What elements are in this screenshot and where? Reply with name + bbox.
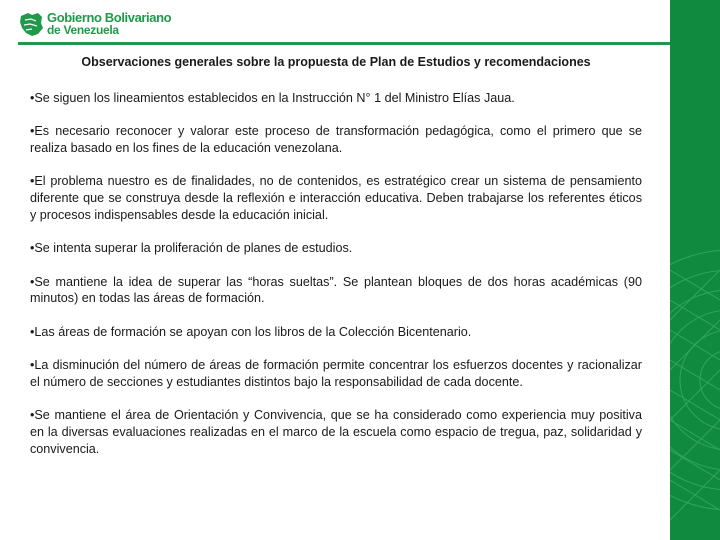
decorative-side-panel — [670, 0, 720, 540]
observation-paragraph: •La disminución del número de áreas de formación permite concentrar los esfuerzos docentes y racionalizar el número de secciones y estudiantes distintos bajo la responsabilidad de cada docente. — [30, 357, 642, 389]
observation-paragraph: •Se siguen los lineamientos establecidos en la Instrucción N° 1 del Ministro Elías Jaua. — [30, 91, 515, 105]
observation-paragraph: •Es necesario reconocer y valorar este proceso de transformación pedagógica, como el primero que se realiza basado en los fines de la educación venezolana. — [30, 124, 642, 156]
logo-title: Gobierno Bolivariano — [47, 10, 172, 25]
side-pattern-graphic — [670, 0, 720, 540]
observation-paragraph: •Se intenta superar la proliferación de planes de estudios. — [30, 241, 353, 256]
logo-subtitle: de Venezuela — [47, 23, 119, 37]
observation-paragraph: •Las áreas de formación se apoyan con los libros de la Colección Bicentenario. — [30, 324, 472, 339]
government-logo — [18, 9, 171, 39]
page-title: Observaciones generales sobre la propuesta de Plan de Estudios y recomendaciones — [81, 55, 591, 69]
observations-list — [30, 90, 642, 474]
venezuela-map-icon — [18, 10, 44, 38]
observation-paragraph: •El problema nuestro es de finalidades, no de contenidos, es estratégico crear un sistema de pensamiento diferente que se construya desde la reflexión e interacción educativa. Deben trabajarse los referentes éticos y procesos indispensables desde la educación inicial. — [30, 174, 642, 222]
header-divider — [18, 42, 670, 45]
observation-paragraph: •Se mantiene el área de Orientación y Convivencia, que se ha considerado como experiencia muy positiva en la diversas evaluaciones realizadas en el marco de la escuela como espacio de tregua, paz, solidaridad y convivencia. — [30, 408, 642, 456]
observation-paragraph: •Se mantiene la idea de superar las “horas sueltas”. Se plantean bloques de dos horas académicas (90 minutos) en todas las áreas de formación. — [30, 274, 642, 306]
